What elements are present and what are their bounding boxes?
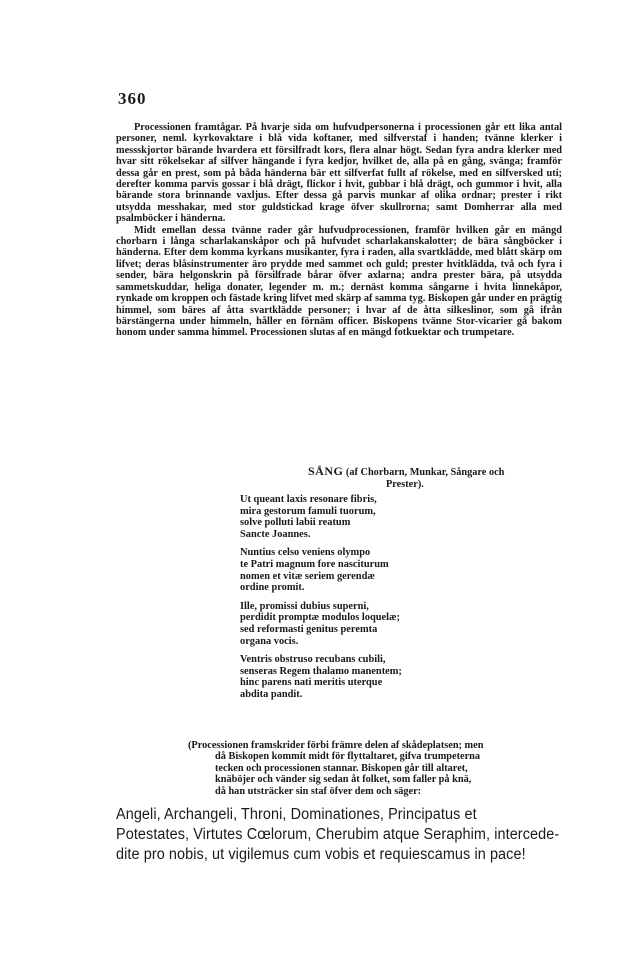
hymn-line: ordine promit. xyxy=(240,582,305,594)
bishop-chant xyxy=(116,805,560,865)
hymn-line: organa vocis. xyxy=(240,635,299,647)
hymn-line: sed reformasti genitus peremta xyxy=(240,623,378,635)
hymn-stanza-4 xyxy=(240,654,500,700)
stage-direction-line: då han utsträcker sin staf öfver dem och säger: xyxy=(215,785,422,797)
song-title: SÅNG xyxy=(308,464,344,478)
hymn-stanza-3 xyxy=(240,601,500,647)
stage-direction-line: tecken och processionen stannar. Biskopen går till altaret, xyxy=(215,762,468,774)
latin-hymn xyxy=(240,494,500,708)
song-credit-line2: Prester). xyxy=(386,479,424,490)
hymn-line: abdita pandit. xyxy=(240,688,303,700)
chant-line: dite pro nobis, ut vigilemus cum vobis et requiescamus in pace! xyxy=(116,846,526,863)
song-heading xyxy=(308,465,563,491)
hymn-line: nomen et vitæ seriem gerendæ xyxy=(240,570,375,582)
hymn-stanza-1 xyxy=(240,494,500,540)
hymn-line: Ventris obstruso recubans cubili, xyxy=(240,654,386,666)
chant-line: Angeli, Archangeli, Throni, Dominationes, Principatus et xyxy=(116,806,477,823)
paragraph-procession: Processionen framtågar. På hvarje sida om hufvudpersonerna i processionen går ett lika antal personer, neml. kyrkovaktare i blå vida koftaner, med silfverstaf i handen; tvänne klerker i messskjortor bärande hvardera ett försilfradt kors, flera alnar högt. Sedan fyra andra klerker med hvar sitt rökelsekar af silfver hängande i fyra kedjor, hvilket de, alla på en gång, svänga; framför dessa går en prest, som på båda händerna bär ett silfverfat fullt af rökelse, med en silfversked uti; derefter komma parvis gossar i blå drägt, flickor i hvit, gubbar i blå drägt, och gummor i hvit, alla bärande stora brinnande vaxljus. Efter dessa gå parvis munkar af olika ordnar; prester i rikt utsydda messhakar, med stor guldstickad krage öfver skullrorna; samt Domherrar alla med psalmböcker i händerna. xyxy=(116,122,562,225)
hymn-line: Nuntius celso veniens olympo xyxy=(240,547,371,559)
song-credit xyxy=(308,465,563,479)
hymn-line: te Patri magnum fore nasciturum xyxy=(240,558,389,570)
stage-direction xyxy=(188,740,564,797)
paragraph-main-procession: Midt emellan dessa tvänne rader går hufvudprocessionen, framför hvilken går en mängd chorbarn i långa scharlakanskåpor och på hufvudet scharlakanskalotter; de bära sångböcker i händerna. Efter dem komma kyrkans musikanter, fyra i raden, alla svartklädde, med blått skärp om lifvet; deras blåsinstrumenter äro prydde med sammet och guld; prester hvitklädda, två och fyra i sender, bära helgonskrin på försilfrade bårar öfver axlarna; andra prester bära, på utsydda sammetskuddar, heliga donater, legender m. m.; dernäst komma sångarne i hvita linnekåpor, rynkade om kroppen och fästade kring lifvet med skärp af samma tyg. Biskopen går under en prägtig himmel, som bäres af åtta svartklädde personer; i hvar af de åtta silkeslinor, som gå ifrån bärstängerna under himmeln, håller en förnäm officer. Biskopens tvänne Stor-vicarier gå bakom honom under samma himmel. Processionen slutas af en mängd fotkuektar och trumpetare. xyxy=(116,224,562,339)
hymn-line: perdidit promptæ modulos loquelæ; xyxy=(240,612,401,624)
hymn-line: solve polluti labii reatum xyxy=(240,517,351,529)
hymn-stanza-2 xyxy=(240,547,500,593)
song-credit-line1: (af Chorbarn, Munkar, Sångare och xyxy=(345,467,505,478)
page-number: 360 xyxy=(118,89,147,108)
hymn-line: hinc parens nati meritis uterque xyxy=(240,677,383,689)
stage-direction-line: knäböjer och vänder sig sedan åt folket, som faller på knä, xyxy=(215,774,472,786)
hymn-line: Ut queant laxis resonare fibris, xyxy=(240,494,377,505)
chant-line: Potestates, Virtutes Cœlorum, Cherubim atque Seraphim, intercede- xyxy=(116,826,560,843)
procession-description xyxy=(116,122,562,339)
hymn-line: senseras Regem thalamo manentem; xyxy=(240,665,402,677)
hymn-line: mira gestorum famuli tuorum, xyxy=(240,505,376,517)
stage-direction-line: (Processionen framskrider förbi främre delen af skådeplatsen; men xyxy=(188,740,484,751)
hymn-line: Sancte Joannes. xyxy=(240,528,311,540)
hymn-line: Ille, promissi dubius superni, xyxy=(240,600,369,612)
stage-direction-line: då Biskopen kommit midt för flyttaltaret, gifva trumpeterna xyxy=(215,751,481,763)
